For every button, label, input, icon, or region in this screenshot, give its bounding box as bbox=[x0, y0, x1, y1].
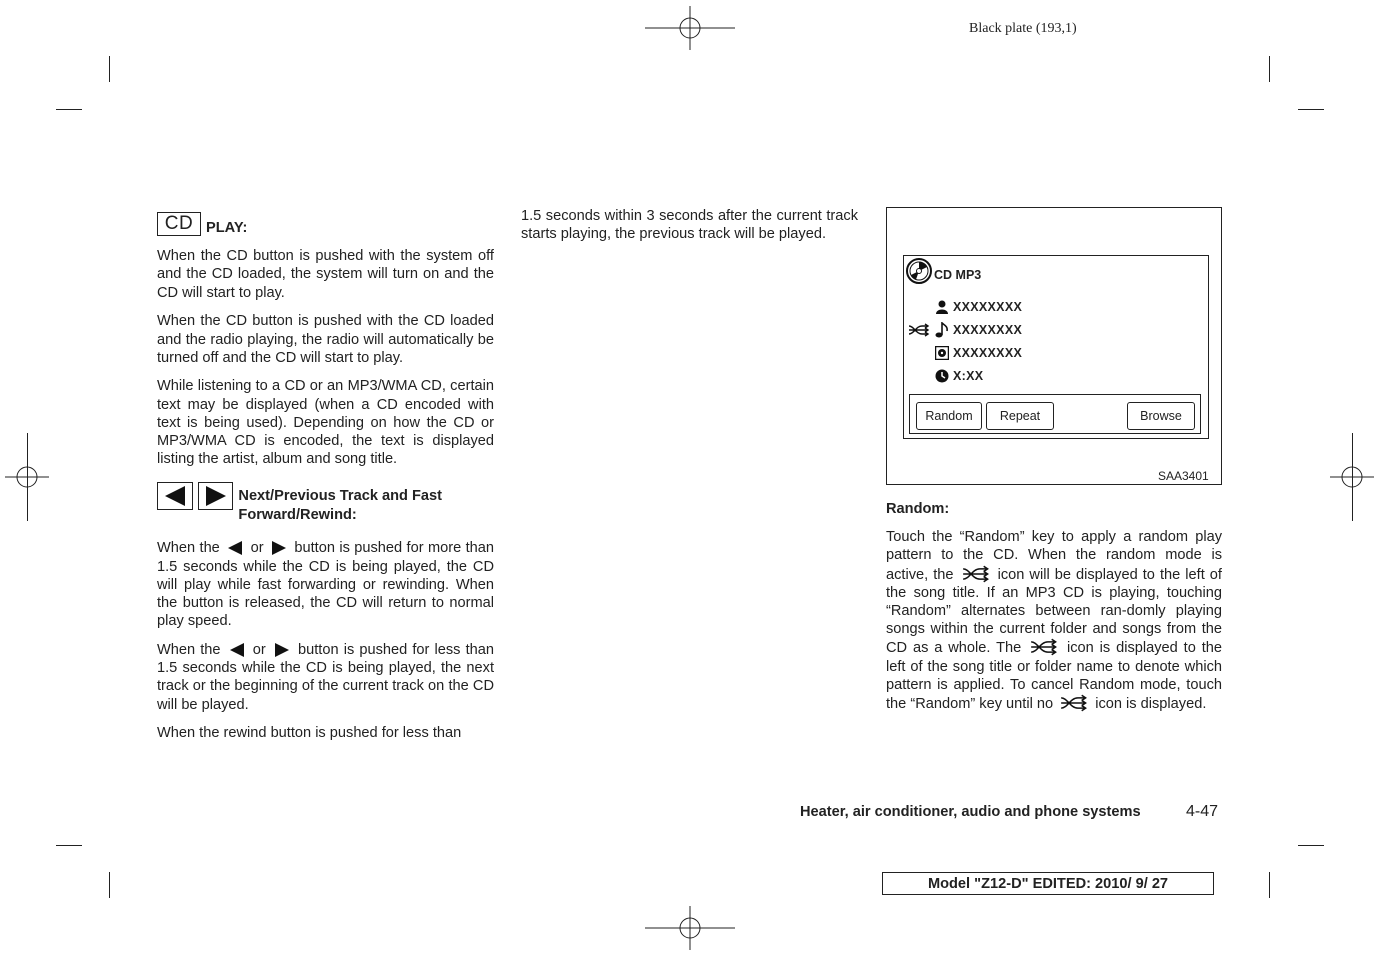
shuffle-icon bbox=[1027, 638, 1061, 656]
registration-target-icon bbox=[645, 906, 735, 950]
time-row bbox=[934, 368, 983, 384]
paragraph bbox=[886, 528, 1222, 713]
text-run: icon is displayed. bbox=[1095, 696, 1207, 713]
paragraph: 1.5 seconds within 3 seconds after the current track starts playing, the previous track will be played. bbox=[521, 208, 858, 243]
text-run: button is pushed for more than 1.5 seconds while the CD is being played, the CD will play while fast forwarding or rewinding. When the button is released, the CD will return to normal play speed. bbox=[157, 540, 494, 630]
shuffle-icon bbox=[1057, 694, 1091, 712]
time-text: X:XX bbox=[953, 369, 984, 383]
artist-row bbox=[934, 299, 1022, 315]
crop-mark bbox=[109, 56, 110, 82]
album-icon bbox=[934, 345, 950, 361]
music-note-icon bbox=[934, 322, 950, 338]
previous-arrow-icon bbox=[230, 643, 244, 657]
text-run: or bbox=[252, 641, 266, 658]
text-run: When the bbox=[157, 540, 220, 557]
paragraph: While listening to a CD or an MP3/WMA CD, certain text may be displayed (when a CD encoded with text is being used). Depending on how the CD or MP3/WMA CD is encoded, the text is displayed listing the artist, album and song title. bbox=[157, 378, 494, 468]
paragraph: When the CD button is pushed with the CD loaded and the radio playing, the radio will automatically be turned off and the CD will start to play. bbox=[157, 313, 494, 366]
paragraph: When the rewind button is pushed for less than bbox=[157, 725, 462, 742]
registration-target-icon bbox=[1330, 455, 1374, 499]
plate-label: Black plate (193,1) bbox=[969, 21, 1077, 36]
previous-arrow-icon bbox=[228, 541, 242, 555]
text-run: icon will be displayed to the left of the song title. If an MP3 CD is playing, touching “Random” alternates between ran-domly playing songs within the current folder and songs from the CD as a whole. The bbox=[886, 566, 1222, 657]
section-title: Heater, air conditioner, audio and phone systems bbox=[800, 804, 1141, 820]
play-heading bbox=[157, 212, 494, 237]
play-title: PLAY: bbox=[206, 220, 248, 236]
crop-mark bbox=[1269, 872, 1270, 898]
random-title: Random: bbox=[886, 501, 950, 517]
paragraph: When the CD button is pushed with the system off and the CD loaded, the system will turn on and the CD will start to play. bbox=[157, 248, 494, 301]
next-arrow-icon bbox=[272, 541, 286, 555]
text-run: icon is displayed to the left of the song title or folder name to denote which pattern is applied. To cancel Random mode, touch the “Random” key until no bbox=[886, 640, 1222, 713]
album-row bbox=[934, 345, 1022, 361]
person-icon bbox=[934, 299, 950, 315]
album-text: XXXXXXXX bbox=[953, 346, 1023, 360]
previous-button-icon bbox=[157, 482, 193, 510]
clock-icon bbox=[934, 368, 950, 384]
song-row bbox=[934, 322, 1022, 338]
crop-mark bbox=[1269, 56, 1270, 82]
screen-title: CD MP3 bbox=[934, 268, 982, 282]
right-column bbox=[886, 500, 1222, 724]
text-run: When the bbox=[157, 641, 221, 658]
repeat-button[interactable]: Repeat bbox=[986, 402, 1054, 430]
crop-mark bbox=[1298, 845, 1324, 846]
text-run: or bbox=[250, 540, 264, 557]
model-box: Model "Z12-D" EDITED: 2010/ 9/ 27 bbox=[882, 872, 1214, 895]
random-button[interactable]: Random bbox=[916, 402, 982, 430]
paragraph bbox=[157, 539, 494, 630]
artist-text: XXXXXXXX bbox=[953, 300, 1023, 314]
cd-button-icon bbox=[157, 212, 201, 236]
track-heading bbox=[157, 482, 494, 525]
shuffle-icon bbox=[959, 565, 993, 583]
left-column bbox=[157, 212, 494, 753]
shuffle-icon bbox=[908, 323, 930, 337]
crop-mark bbox=[56, 109, 82, 110]
song-text: XXXXXXXX bbox=[953, 323, 1023, 337]
registration-target-icon bbox=[5, 455, 49, 499]
next-button-icon bbox=[198, 482, 234, 510]
registration-target-icon bbox=[645, 6, 735, 50]
disc-icon bbox=[906, 258, 932, 284]
middle-column bbox=[521, 207, 858, 254]
track-title: Next/Previous Track and Fast Forward/Rewind: bbox=[238, 488, 442, 524]
crop-mark bbox=[109, 872, 110, 898]
next-arrow-icon bbox=[275, 643, 289, 657]
figure-code: SAA3401 bbox=[1158, 469, 1209, 483]
page-number: 4-47 bbox=[1186, 803, 1219, 820]
cd-button-label: CD bbox=[164, 212, 194, 234]
crop-mark bbox=[56, 845, 82, 846]
crop-mark bbox=[1298, 109, 1324, 110]
text-run: Touch the “Random” key to apply a random play pattern to the CD. When the random mode is active, the bbox=[886, 529, 1222, 583]
text-run: button is pushed for less than 1.5 seconds while the CD is being played, the next track or the beginning of the current track on the CD will be played. bbox=[157, 641, 494, 713]
paragraph bbox=[157, 641, 494, 714]
browse-button[interactable]: Browse bbox=[1127, 402, 1195, 430]
